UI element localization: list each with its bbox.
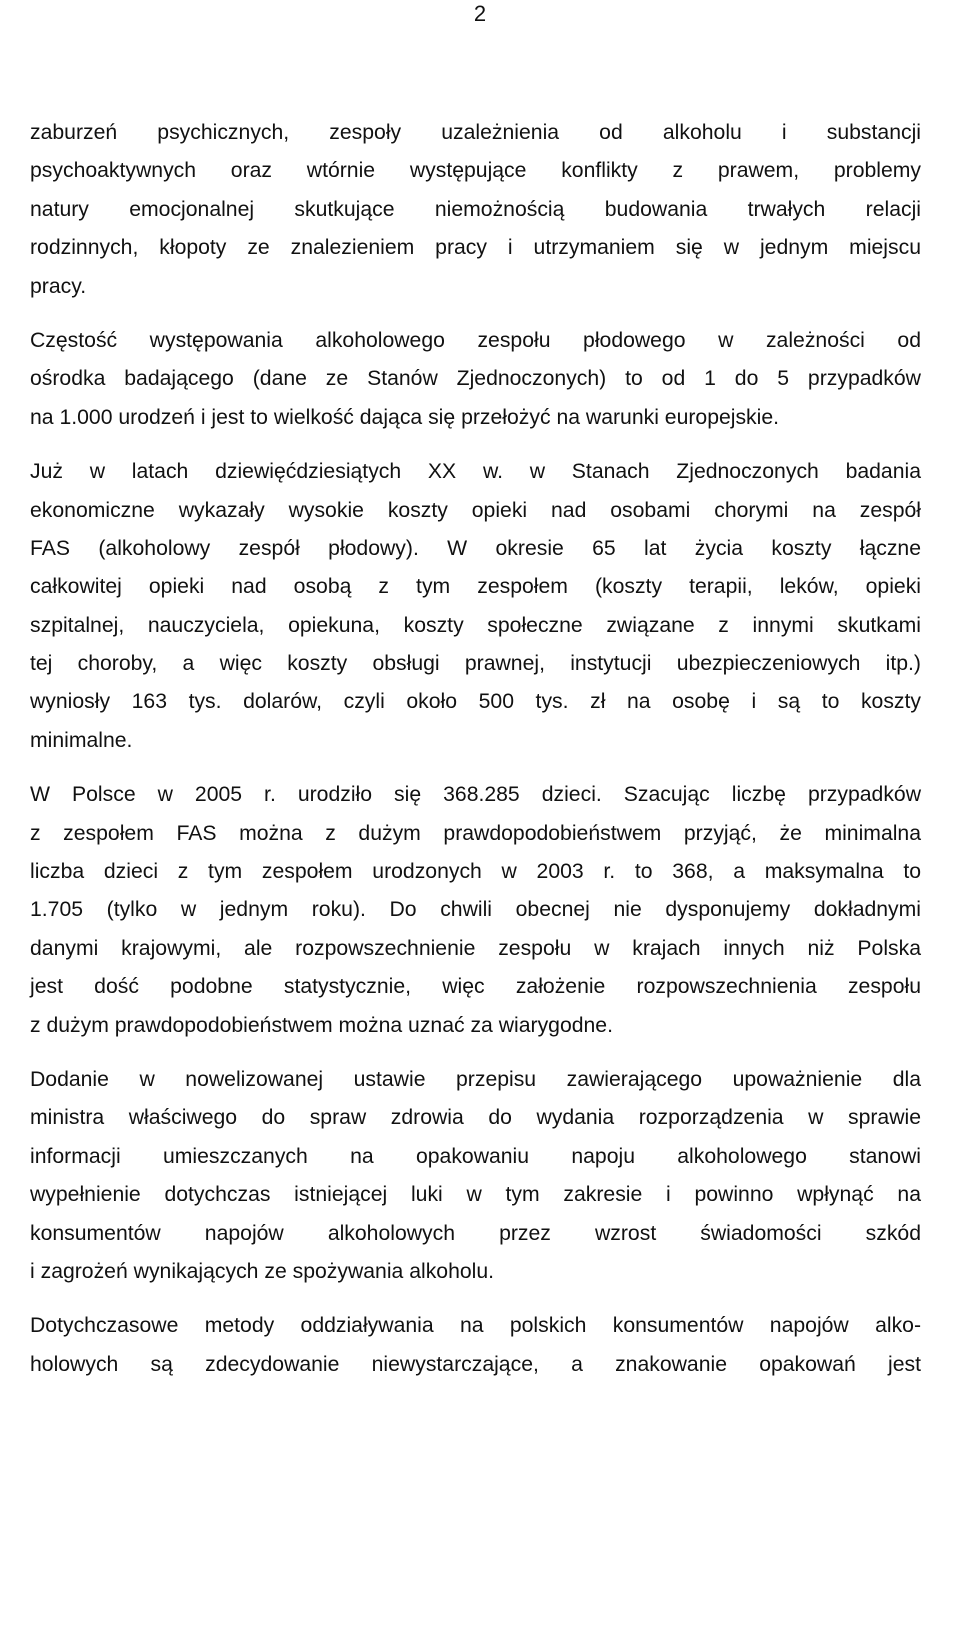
text-line: z dużym prawdopodobieństwem można uznać za wiarygodne. bbox=[30, 1013, 613, 1037]
text-line: danymi krajowymi, ale rozpowszechnienie zespołu w krajach innych niż Polska bbox=[30, 936, 921, 960]
paragraph-2 bbox=[30, 322, 921, 437]
text-line: informacji umieszczanych na opakowaniu napoju alkoholowego stanowi bbox=[30, 1144, 921, 1168]
text-line: tej choroby, a więc koszty obsługi prawnej, instytucji ubezpieczeniowych itp.) bbox=[30, 652, 921, 676]
page-number: 2 bbox=[473, 1, 487, 26]
text-line: ośrodka badającego (dane ze Stanów Zjednoczonych) to od 1 do 5 przypadków bbox=[30, 367, 921, 391]
text-line: Dotychczasowe metody oddziaływania na polskich konsumentów napojów alko- bbox=[30, 1314, 921, 1338]
text-line: z zespołem FAS można z dużym prawdopodobieństwem przyjąć, że minimalna bbox=[30, 821, 921, 845]
text-line: minimalne. bbox=[30, 728, 133, 752]
paragraph-4 bbox=[30, 776, 921, 1045]
paragraph-1 bbox=[30, 114, 921, 306]
text-line: wypełnienie dotychczas istniejącej luki w tym zakresie i powinno wpłynąć na bbox=[30, 1183, 921, 1207]
text-line: rodzinnych, kłopoty ze znalezieniem pracy i utrzymaniem się w jednym miejscu bbox=[30, 236, 921, 260]
document-body bbox=[30, 114, 921, 1400]
paragraph-3 bbox=[30, 453, 921, 760]
text-line: zaburzeń psychicznych, zespoły uzależnienia od alkoholu i substancji bbox=[30, 121, 921, 144]
text-line: holowych są zdecydowanie niewystarczające, a znakowanie opakowań jest bbox=[30, 1352, 921, 1376]
text-line: ekonomiczne wykazały wysokie koszty opieki nad osobami chorymi na zespół bbox=[30, 498, 921, 522]
text-line: całkowitej opieki nad osobą z tym zespołem (koszty terapii, leków, opieki bbox=[30, 575, 921, 599]
text-line: pracy. bbox=[30, 274, 87, 298]
text-line: 1.705 (tylko w jednym roku). Do chwili obecnej nie dysponujemy dokładnymi bbox=[30, 898, 921, 922]
text-line: Już w latach dziewięćdziesiątych XX w. w Stanach Zjednoczonych badania bbox=[30, 460, 921, 484]
text-line: psychoaktywnych oraz wtórnie występujące konflikty z prawem, problemy bbox=[30, 159, 921, 183]
text-line: jest dość podobne statystycznie, więc założenie rozpowszechnienia zespołu bbox=[30, 975, 921, 999]
text-line: i zagrożeń wynikających ze spożywania alkoholu. bbox=[30, 1259, 495, 1283]
text-line: konsumentów napojów alkoholowych przez wzrost świadomości szkód bbox=[30, 1221, 921, 1245]
text-line: Dodanie w nowelizowanej ustawie przepisu zawierającego upoważnienie dla bbox=[30, 1067, 921, 1091]
text-line: Częstość występowania alkoholowego zespołu płodowego w zależności od bbox=[30, 328, 921, 352]
text-line: natury emocjonalnej skutkujące niemożnością budowania trwałych relacji bbox=[30, 197, 921, 221]
paragraph-5 bbox=[30, 1061, 921, 1291]
text-line: W Polsce w 2005 r. urodziło się 368.285 dzieci. Szacując liczbę przypadków bbox=[30, 783, 921, 807]
text-line: wyniosły 163 tys. dolarów, czyli około 500 tys. zł na osobę i są to koszty bbox=[30, 690, 921, 714]
paragraph-6 bbox=[30, 1307, 921, 1384]
text-line: na 1.000 urodzeń i jest to wielkość dająca się przełożyć na warunki europejskie. bbox=[30, 405, 780, 429]
text-line: liczba dzieci z tym zespołem urodzonych w 2003 r. to 368, a maksymalna to bbox=[30, 860, 921, 884]
text-line: FAS (alkoholowy zespół płodowy). W okresie 65 lat życia koszty łączne bbox=[30, 536, 921, 560]
text-line: szpitalnej, nauczyciela, opiekuna, koszty społeczne związane z innymi skutkami bbox=[30, 613, 921, 637]
text-line: ministra właściwego do spraw zdrowia do wydania rozporządzenia w sprawie bbox=[30, 1106, 921, 1130]
